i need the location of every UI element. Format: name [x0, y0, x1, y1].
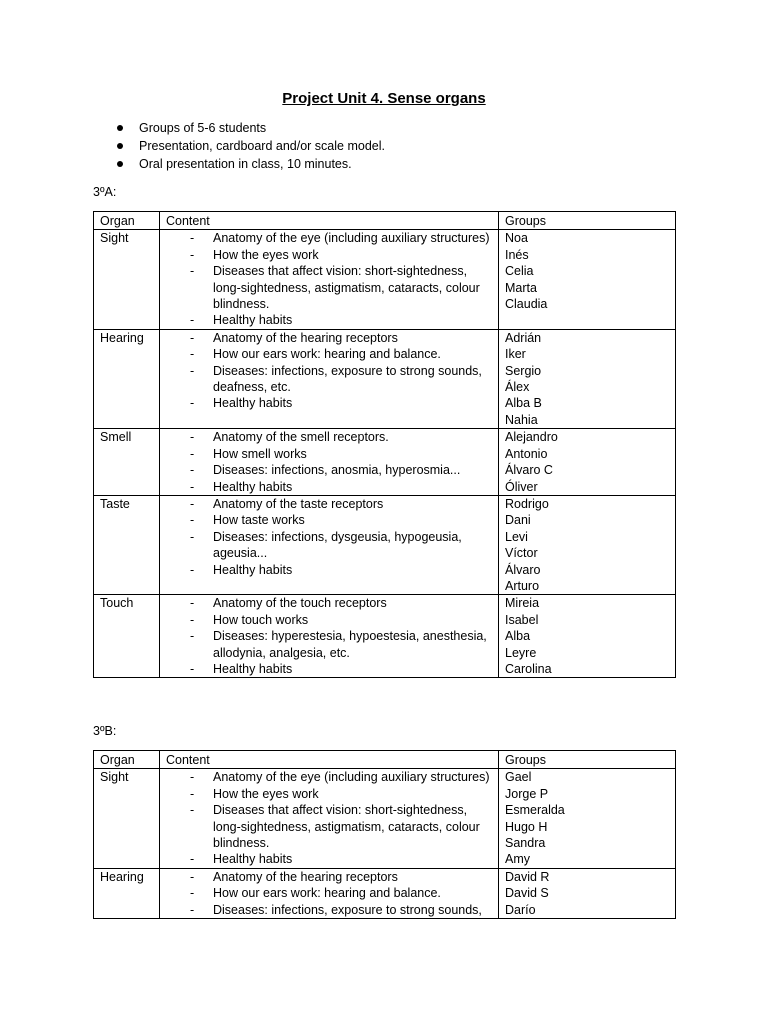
- student-name: Darío: [505, 902, 536, 917]
- content-item: - How touch works: [166, 612, 492, 628]
- student-name: Isabel: [505, 612, 539, 627]
- content-item: - How the eyes work: [166, 786, 492, 802]
- student-name: Antonio: [505, 446, 548, 461]
- student-name: Álex: [505, 380, 530, 395]
- groups-column-header: Groups: [499, 751, 676, 769]
- content-item: - How our ears work: hearing and balance.: [166, 346, 492, 362]
- organ-column-header: Organ: [94, 212, 160, 230]
- content-item: - How taste works: [166, 512, 492, 528]
- groups-cell: [499, 769, 676, 868]
- content-column-header: Content: [160, 212, 499, 230]
- organ-cell: Smell: [94, 429, 160, 496]
- content-item: - Healthy habits: [166, 312, 492, 328]
- content-list: [166, 869, 492, 918]
- content-item: - How the eyes work: [166, 247, 492, 263]
- content-item: - Diseases: infections, anosmia, hyperosmia...: [166, 462, 492, 478]
- student-name: Noa: [505, 231, 528, 246]
- content-item: - Diseases that affect vision: short-sightedness, long-sightedness, astigmatism, cataracts, colour blindness.: [166, 263, 492, 312]
- content-cell: [160, 769, 499, 868]
- student-name: Rodrigo: [505, 496, 549, 511]
- content-item: - Anatomy of the eye (including auxiliary structures): [166, 230, 492, 246]
- student-name: Víctor: [505, 546, 538, 561]
- student-name: Óliver: [505, 479, 538, 494]
- class-a-label: 3ºA:: [93, 185, 117, 199]
- content-item: - Diseases: infections, exposure to strong sounds,: [166, 902, 492, 918]
- student-name: Nahia: [505, 412, 538, 427]
- class-b-table: [93, 750, 676, 919]
- content-item: - Anatomy of the hearing receptors: [166, 869, 492, 885]
- content-item: - Diseases: hyperestesia, hypoestesia, anesthesia, allodynia, analgesia, etc.: [166, 628, 492, 661]
- student-name: Claudia: [505, 297, 548, 312]
- student-name: Levi: [505, 529, 528, 544]
- student-name: Sandra: [505, 836, 546, 851]
- content-item: - Healthy habits: [166, 562, 492, 578]
- organ-cell: Hearing: [94, 329, 160, 428]
- student-name: Adrián: [505, 330, 542, 345]
- organ-cell: Sight: [94, 769, 160, 868]
- content-item: - Healthy habits: [166, 479, 492, 495]
- student-name: Amy: [505, 852, 530, 867]
- content-column-header: Content: [160, 751, 499, 769]
- groups-column-header: Groups: [499, 212, 676, 230]
- content-item: - Diseases that affect vision: short-sightedness, long-sightedness, astigmatism, cataracts, colour blindness.: [166, 802, 492, 851]
- table-row: [94, 769, 676, 868]
- content-item: - Healthy habits: [166, 851, 492, 867]
- student-name: David R: [505, 869, 550, 884]
- requirement-item: Groups of 5-6 students: [139, 119, 385, 137]
- content-item: - How our ears work: hearing and balance.: [166, 885, 492, 901]
- content-item: - Anatomy of the hearing receptors: [166, 330, 492, 346]
- student-name: Alba: [505, 629, 531, 644]
- student-name: Marta: [505, 280, 537, 295]
- organ-cell: Sight: [94, 230, 160, 329]
- content-cell: [160, 868, 499, 918]
- student-name: Inés: [505, 247, 529, 262]
- student-name: Celia: [505, 264, 534, 279]
- group-members: [505, 869, 669, 918]
- student-name: Dani: [505, 513, 531, 528]
- student-name: Álvaro C: [505, 463, 553, 478]
- table-header-row: [94, 751, 676, 769]
- student-name: Leyre: [505, 645, 537, 660]
- groups-cell: [499, 868, 676, 918]
- content-item: - Anatomy of the smell receptors.: [166, 429, 492, 445]
- student-name: Esmeralda: [505, 803, 565, 818]
- student-name: Alejandro: [505, 430, 558, 445]
- organ-cell: Touch: [94, 595, 160, 678]
- student-name: Gael: [505, 770, 532, 785]
- page-title: Project Unit 4. Sense organs: [282, 90, 486, 107]
- content-item: - Diseases: infections, exposure to strong sounds, deafness, etc.: [166, 363, 492, 396]
- student-name: Álvaro: [505, 562, 541, 577]
- content-item: - Diseases: infections, dysgeusia, hypogeusia, ageusia...: [166, 529, 492, 562]
- student-name: Carolina: [505, 661, 552, 676]
- content-item: - Healthy habits: [166, 395, 492, 411]
- requirement-item: Presentation, cardboard and/or scale model.: [139, 139, 385, 153]
- student-name: Arturo: [505, 578, 540, 593]
- student-name: Mireia: [505, 596, 540, 611]
- student-name: Jorge P: [505, 786, 549, 801]
- content-item: - How smell works: [166, 446, 492, 462]
- content-item: - Anatomy of the taste receptors: [166, 496, 492, 512]
- organ-cell: Hearing: [94, 868, 160, 918]
- student-name: Alba B: [505, 396, 542, 411]
- organ-cell: Taste: [94, 495, 160, 594]
- student-name: Hugo H: [505, 819, 548, 834]
- content-item: - Healthy habits: [166, 661, 492, 677]
- table-row: [94, 868, 676, 918]
- class-b-label: 3ºB:: [93, 724, 117, 738]
- content-item: - Anatomy of the eye (including auxiliary structures): [166, 769, 492, 785]
- group-members: [505, 769, 669, 867]
- content-list: [166, 769, 492, 867]
- student-name: Iker: [505, 347, 526, 362]
- requirement-item: Oral presentation in class, 10 minutes.: [139, 155, 385, 173]
- student-name: David S: [505, 886, 549, 901]
- content-item: - Anatomy of the touch receptors: [166, 595, 492, 611]
- organ-column-header: Organ: [94, 751, 160, 769]
- student-name: Sergio: [505, 363, 542, 378]
